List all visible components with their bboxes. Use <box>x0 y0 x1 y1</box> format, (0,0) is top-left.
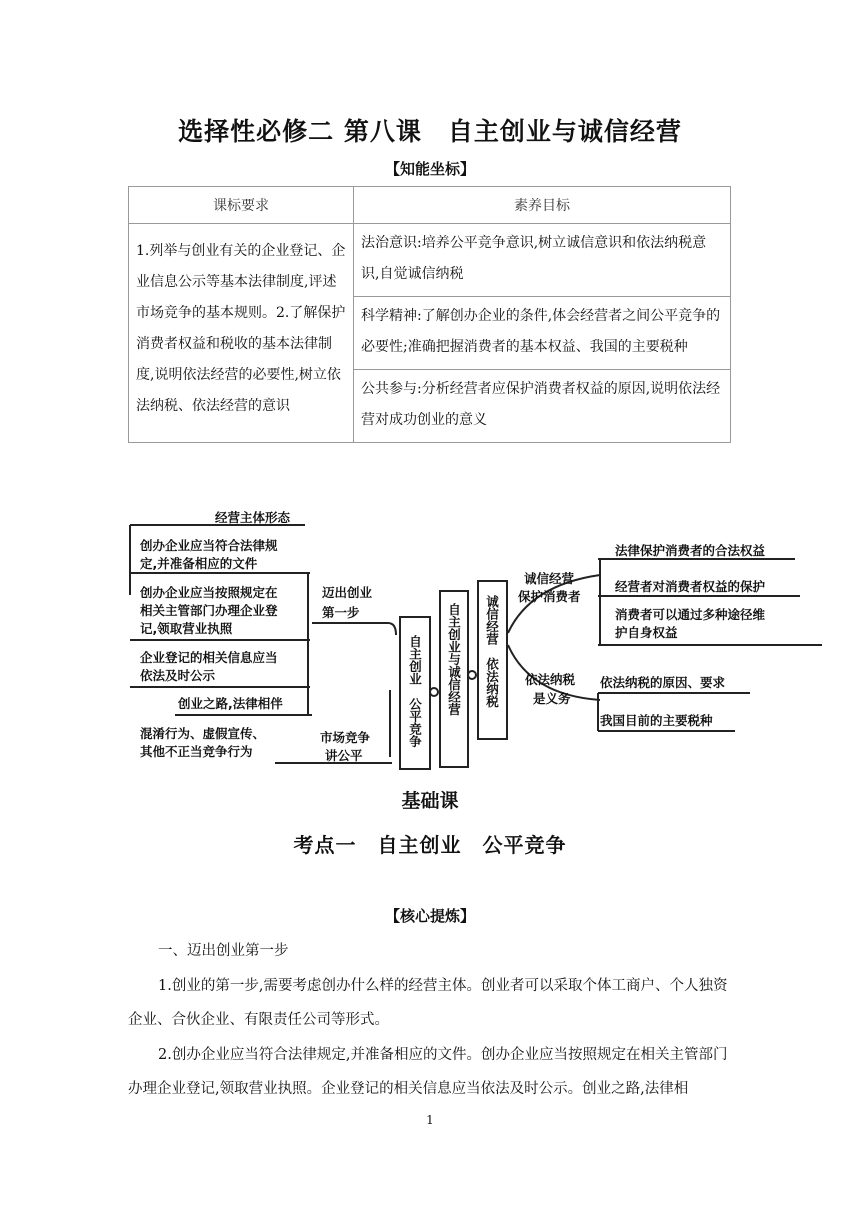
page-number: 1 <box>426 1113 434 1127</box>
mindmap-node-right: 诚信经营 依法纳税 <box>484 595 500 708</box>
mindmap-label: 定,并准备相应的文件 <box>140 556 258 571</box>
section-heading-goals: 【知能坐标】 <box>384 160 475 178</box>
mindmap-label: 法律保护消费者的合法权益 <box>615 543 766 558</box>
mindmap-label: 依法纳税的原因、要求 <box>600 675 726 690</box>
mindmap-label: 经营者对消费者权益的保护 <box>615 579 766 594</box>
concept-mindmap <box>0 495 860 780</box>
mindmap-label: 创业之路,法律相伴 <box>178 696 283 711</box>
mindmap-label: 记,领取营业执照 <box>140 621 233 636</box>
mindmap-branch-label: 市场竞争 <box>320 730 371 745</box>
mindmap-label: 创办企业应当符合法律规 <box>140 538 278 553</box>
goal-cell: 科学精神:了解创办企业的条件,体会经营者之间公平竞争的必要性;准确把握消费者的基本权益、我国的主要税种 <box>354 297 731 370</box>
goal-cell: 公共参与:分析经营者应保护消费者权益的原因,说明依法经营对成功创业的意义 <box>354 370 731 443</box>
mindmap-label: 混淆行为、虚假宣传、 <box>140 726 266 741</box>
topic-title: 考点一 自主创业 公平竞争 <box>293 833 567 857</box>
goals-table <box>128 186 731 443</box>
requirements-cell: 1.列举与创业有关的企业登记、企业信息公示等基本法律制度,评述市场竞争的基本规则。2.了解保护消费者权益和税收的基本法律制度,说明依法经营的必要性,树立依法纳税、依法经营的意识 <box>129 224 354 443</box>
mindmap-label: 企业登记的相关信息应当 <box>140 650 278 665</box>
mindmap-branch-label: 讲公平 <box>325 748 363 763</box>
mindmap-branch-label: 诚信经营 <box>524 571 575 586</box>
table-row <box>129 224 731 297</box>
page-title: 选择性必修二 第八课 自主创业与诚信经营 <box>178 117 682 146</box>
mindmap-label: 经营主体形态 <box>215 510 291 525</box>
mindmap-branch-label: 迈出创业 <box>322 585 373 600</box>
mindmap-branch-label: 保护消费者 <box>518 589 581 604</box>
table-header-goals: 素养目标 <box>354 187 731 224</box>
mindmap-branch-label: 第一步 <box>322 605 360 620</box>
mindmap-node-left: 自主创业 公平竞争 <box>407 635 423 748</box>
mindmap-node-center: 自主创业与诚信经营 <box>446 603 462 716</box>
mindmap-label: 护自身权益 <box>615 625 678 640</box>
mindmap-label: 依法及时公示 <box>140 668 216 683</box>
goal-cell: 法治意识:培养公平竞争意识,树立诚信意识和依法纳税意识,自觉诚信纳税 <box>354 224 731 297</box>
mindmap-branch-label: 依法纳税 <box>525 672 576 687</box>
core-heading: 【核心提炼】 <box>384 907 475 925</box>
paragraph-heading: 一、迈出创业第一步 <box>158 943 289 959</box>
table-header-row <box>129 187 731 224</box>
mindmap-label: 其他不正当竞争行为 <box>140 744 253 759</box>
mindmap-label: 消费者可以通过多种途径维 <box>615 607 766 622</box>
section-title: 基础课 <box>401 790 459 812</box>
mindmap-branch-label: 是义务 <box>533 691 571 706</box>
mindmap-label: 相关主管部门办理企业登 <box>140 603 278 618</box>
paragraph: 2.创办企业应当符合法律规定,并准备相应的文件。创办企业应当按照规定在相关主管部门办理企业登记,领取营业执照。企业登记的相关信息应当依法及时公示。创业之路,法律相 <box>128 1047 728 1097</box>
table-header-requirements: 课标要求 <box>129 187 354 224</box>
mindmap-label: 创办企业应当按照规定在 <box>140 585 278 600</box>
mindmap-label: 我国目前的主要税种 <box>600 713 713 728</box>
paragraph: 1.创业的第一步,需要考虑创办什么样的经营主体。创业者可以采取个体工商户、个人独资企业、合伙企业、有限责任公司等形式。 <box>128 978 728 1028</box>
